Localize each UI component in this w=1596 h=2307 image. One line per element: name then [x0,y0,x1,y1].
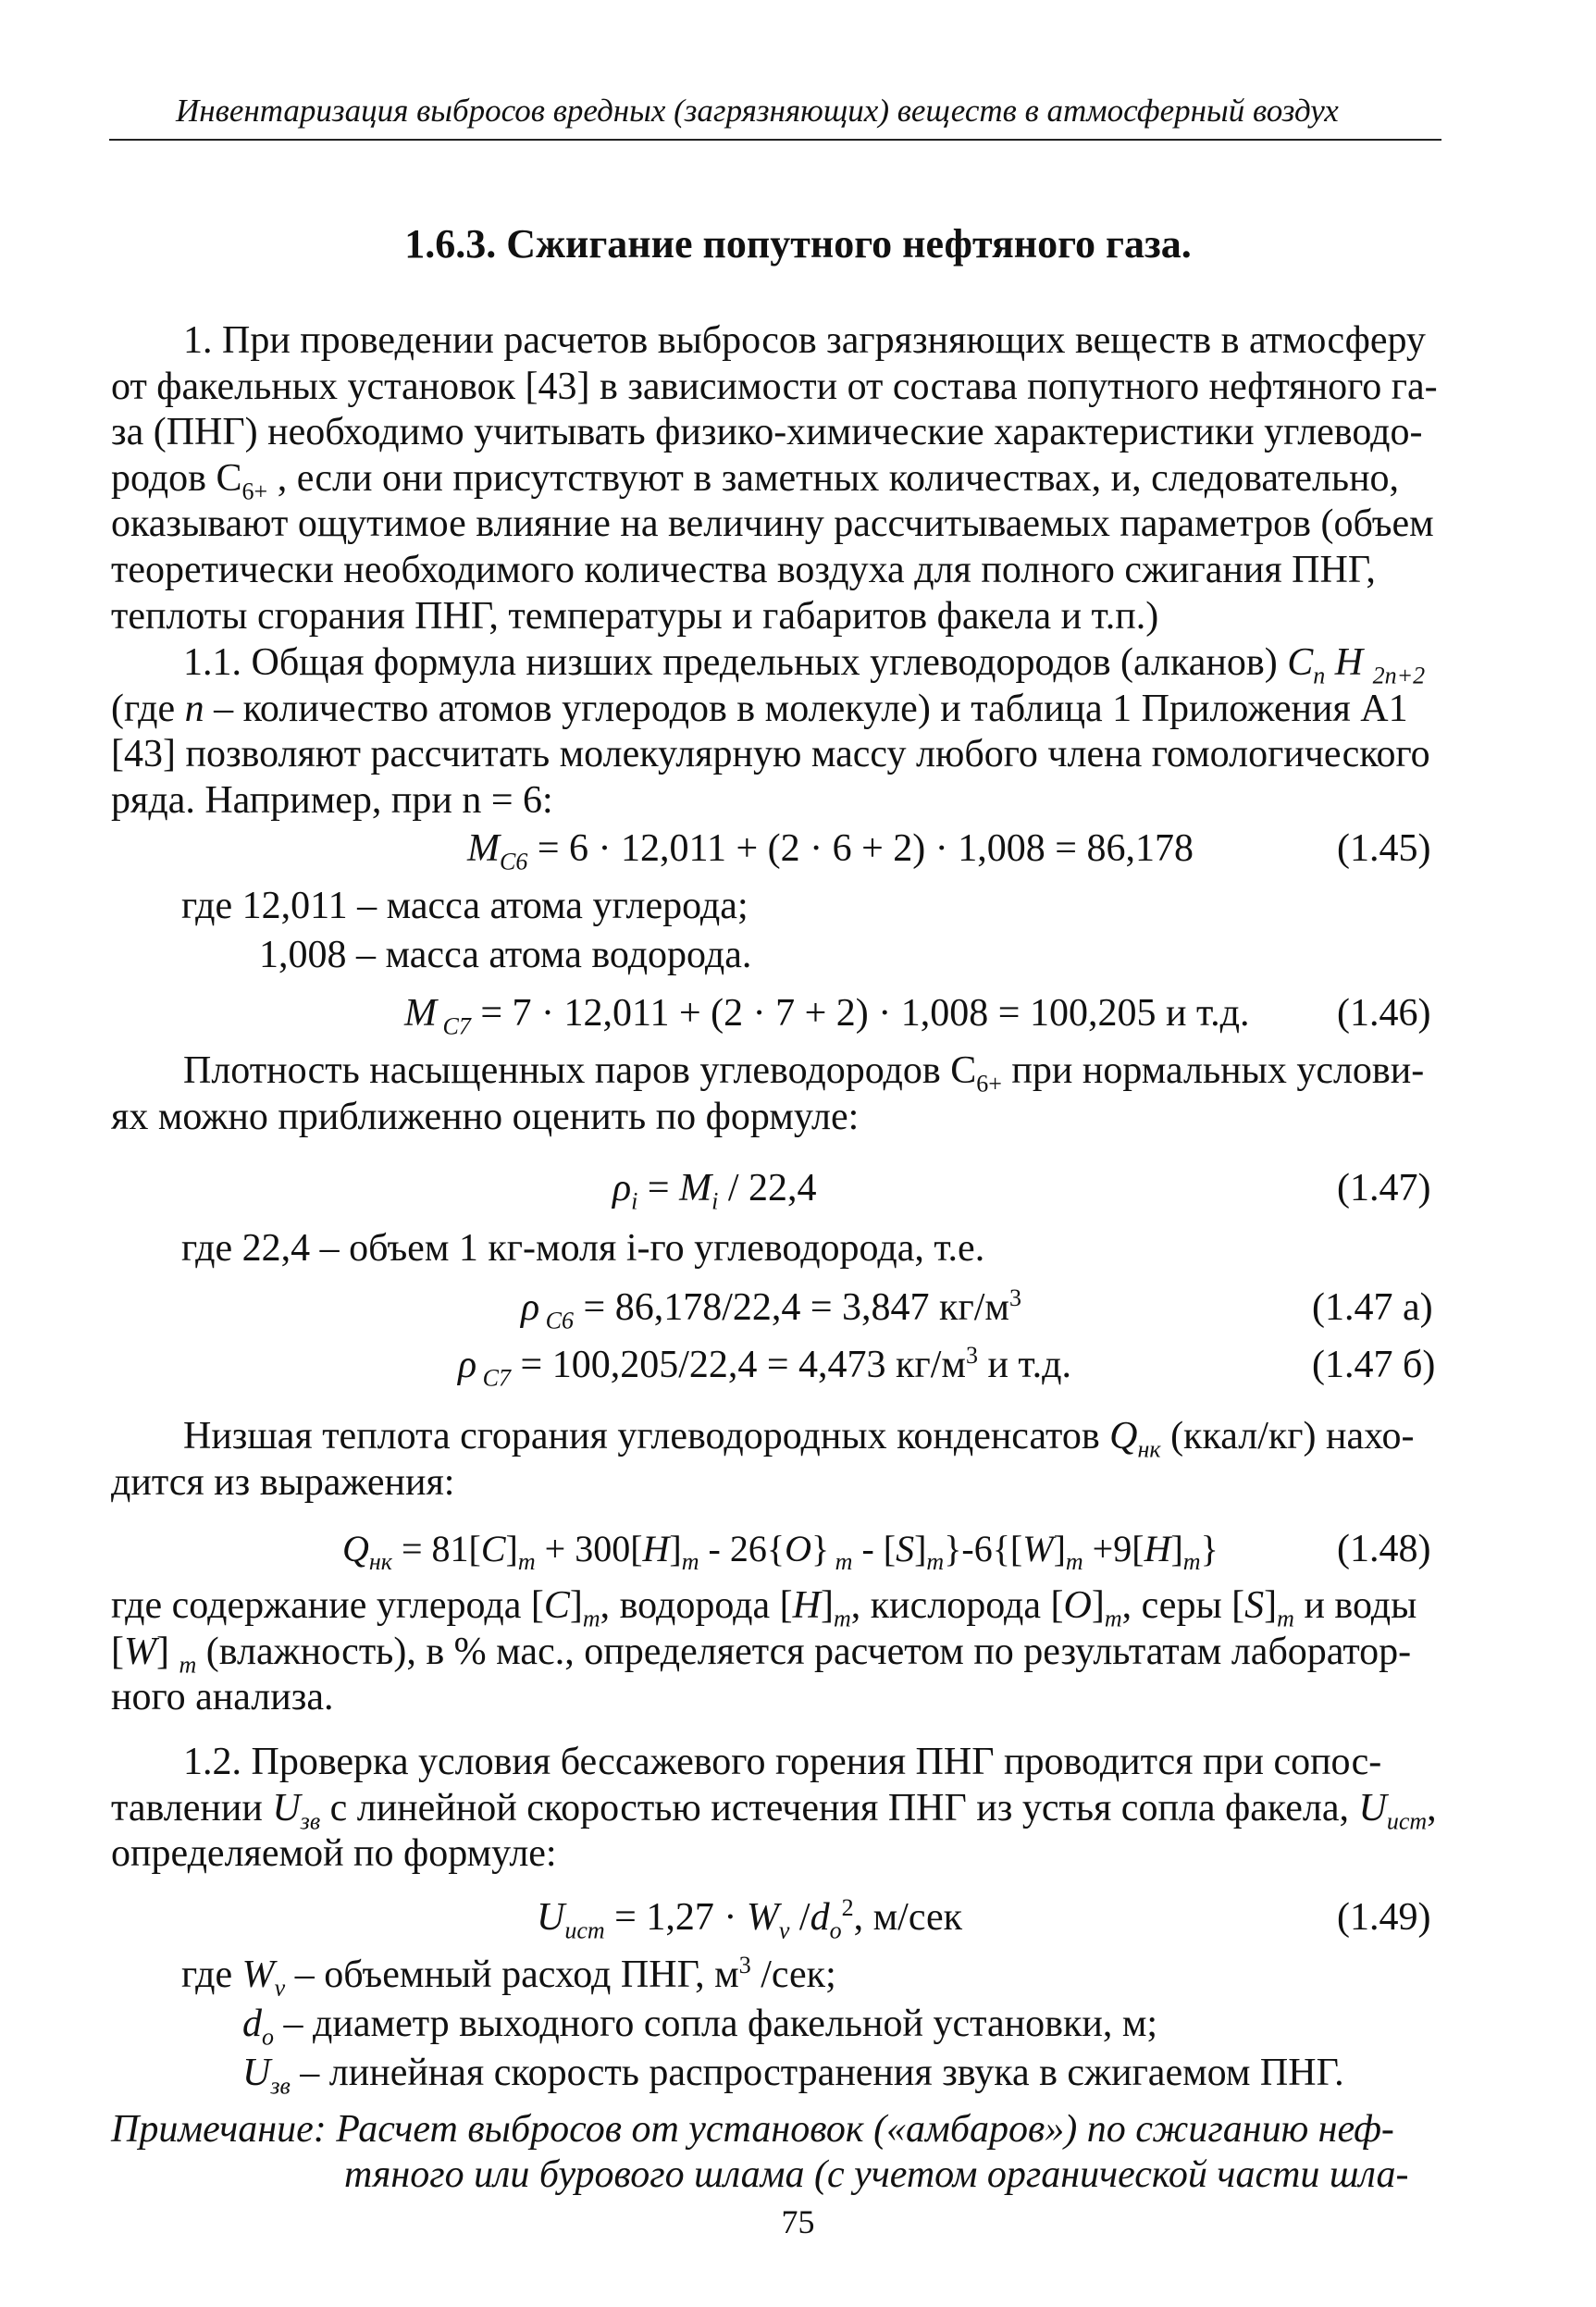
formula-1-49: $U_{ист} = 1,27 \cdot W_v$ $/d_o^2$, м/сек [537,1894,963,1944]
text-line: родов $С_{6+}$ , если они присутствуют в заметных количествах, и, следовательно, [111,456,1400,505]
formula-note: $U_{зв}$ – линейная скорость распространения звука в сжигаемом ПНГ. [242,2052,1344,2100]
equation-number: (1.47 б) [1312,1344,1436,1386]
text-line: [43] позволяют рассчитать молекулярную массу любого члена гомологического [111,733,1430,776]
text-line: оказывают ощутимое влияние на величину рассчитываемых параметров (объем [111,502,1434,546]
text-line: 1.1. Общая формула низших предельных углеводородов (алканов) $C_n$ H $_{2n+2}$ [183,641,1426,689]
text-line: теплоты сгорания ПНГ, температуры и габаритов факела и т.п.) [111,594,1159,638]
equation-number: (1.48) [1337,1528,1431,1570]
text-line: Низшая теплота сгорания углеводородных конденсатов $Q_{нк}$ (ккал/кг) нахо- [183,1415,1415,1463]
footnote [111,2107,1441,2198]
section-title: 1.6.3. Сжигание попутного нефтяного газа. [404,221,1192,267]
formula-note: где 22,4 – объем 1 кг-моля i-го углеводорода, т.е. [181,1227,985,1270]
text-line: где содержание углерода $[C]_m$, водорода $[H]_m$, кислорода $[O]_m$, серы $[S]_m$ и воды [111,1584,1417,1632]
text-line: тяного или бурового шлама (с учетом органической части шла- [344,2153,1409,2196]
text-line: теоретически необходимого количества воздуха для полного сжигания ПНГ, [111,548,1376,591]
paragraph-1-2 [111,1740,1441,1878]
equation-number: (1.45) [1337,827,1431,870]
formula-1-48: $Q_{нк} = 81[C]_m + 300[H]_m - 26\{O\}$ $_m - [S]_m\}-6\{[W]_m +9[H]_m\}$ [342,1528,1219,1575]
text-line: ях можно приближенно оценить по формуле: [111,1095,860,1138]
paragraph-1 [111,318,1441,639]
density-paragraph [111,1048,1441,1140]
text-line: дится из выражения: [111,1460,455,1504]
formula-1-47b: ρ $_{C7}$ = 100,205/22,4 = 4,473 $кг/м^3$ и т.д. [458,1342,1071,1392]
text-line: ряда. Например, при n = 6: [111,778,553,822]
equation-number: (1.49) [1337,1896,1431,1939]
page-number: 75 [781,2203,815,2240]
formula-1-47: $\rho_i = M_i / 22,4$ [612,1167,817,1215]
paragraph-1-1 [111,640,1441,824]
running-header: Инвентаризация выбросов вредных (загрязняющих) веществ в атмосферный воздух [176,93,1339,129]
formula-note: 1,008 – масса атома водорода. [259,934,752,976]
text-line: Примечание: Расчет выбросов от установок («амбаров») по сжиганию неф- [111,2108,1394,2151]
text-line: ного анализа. [111,1676,334,1719]
formula-note: где $W_v$ – объемный расход ПНГ, $м^3$ /сек; [181,1952,836,2002]
text-line: Плотность насыщенных паров углеводородов $С_{6+}$ при нормальных услови- [183,1049,1425,1098]
text-line: [W] $_m$ (влажность), в % мас., определяется расчетом по результатам лаборатор- [111,1630,1412,1678]
formula-note: $d_o$ – диаметр выходного сопла факельной установки, м; [242,2003,1158,2051]
formula-1-45: $M_{C6} = 6 \cdot 12,011 + (2 \cdot 6 + 2) \cdot 1,008 = 86,178$ [467,827,1194,875]
formula-1-46: M $_{C7}$ = 7 · 12,011 + (2 · 7 + 2) · 1,008 = 100,205 и т.д. [404,992,1250,1040]
heat-paragraph [111,1414,1441,1506]
formula-1-47a: ρ $_{C6}$ = 86,178/22,4 = 3,847 $кг/м^3$ [521,1284,1021,1334]
equation-number: (1.46) [1337,992,1431,1035]
text-line: 1.2. Проверка условия бессажевого горения ПНГ проводится при сопос- [183,1741,1382,1783]
text-line: за (ПНГ) необходимо учитывать физико-химические характеристики углеводо- [111,411,1423,454]
content-paragraph [111,1583,1441,1721]
equation-number: (1.47 а) [1312,1286,1433,1329]
text-line: (где n – количество атомов углеродов в молекуле) и таблица 1 Приложения А1 [111,687,1408,730]
text-line: тавлении $U_{зв}$ с линейной скоростью истечения ПНГ из устья сопла факела, $U_{ист}$, [111,1786,1437,1834]
formula-note: где 12,011 – масса атома углерода; [181,885,749,927]
text-line: от факельных установок [43] в зависимости от состава попутного нефтяного га- [111,365,1438,408]
text-line: определяемой по формуле: [111,1832,557,1876]
header-divider [109,139,1441,141]
text-line: 1. При проведении расчетов выбросов загрязняющих веществ в атмосферу [183,319,1426,362]
equation-number: (1.47) [1337,1167,1431,1209]
